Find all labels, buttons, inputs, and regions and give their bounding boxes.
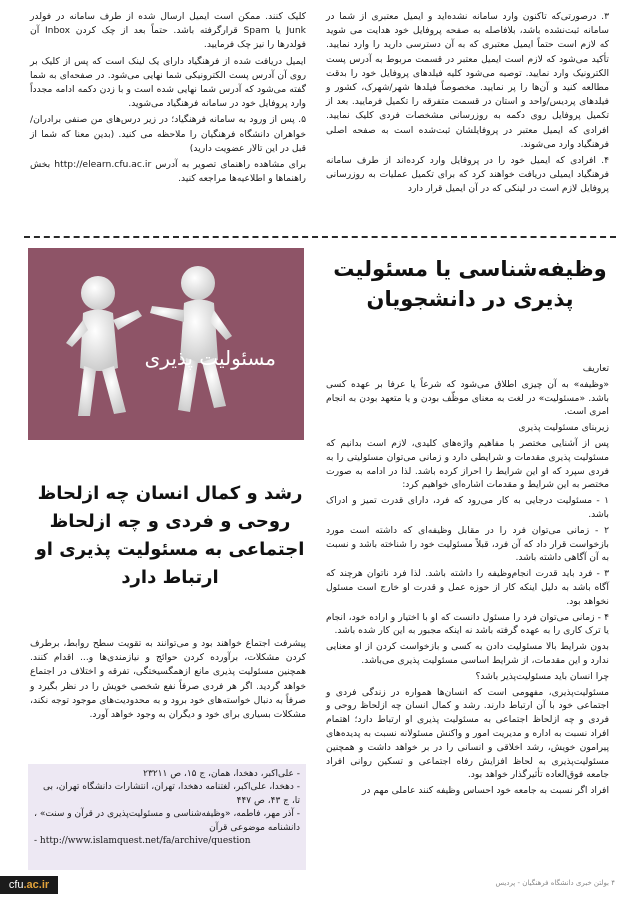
top-left-column <box>30 10 306 188</box>
paragraph: زیربنای مسئولیت پذیری <box>518 422 609 434</box>
paragraph: کلیک کنند. ممکن است ایمیل ارسال شده از طرف سامانه در فولدر Junk یا Spam قرارگرفته باشد. حتماً بعد از چک کردن Inbox آن فولدرها را نیز چک فرمایید. <box>30 11 306 51</box>
paragraph: ۴. افرادی که ایمیل خود را در پروفایل وارد کرده‌اند از طرف سامانه فرهنگیاد ایمیلی دریافت خواهند کرد که برای تکمیل عملیات به روزرسانی پروفایل لازم است در لینکی که در آن ایمیل قرار دارد <box>326 155 609 195</box>
image-caption: مسئولیت پذیری <box>144 346 276 370</box>
article-body-right <box>326 362 609 800</box>
reference-item: - علی‌اکبر، دهخدا، همان، ج ۱۵، ص ۲۳۲۱۱ <box>143 769 300 779</box>
dashed-divider <box>24 236 616 238</box>
paragraph: مسئولیت‌پذیری، مفهومی است که انسان‌ها همواره در زندگی فردی و اجتماعی خود با آن ارتباط دارند. رشد و کمال انسان چه ازلحاظ روحی و فردی و چه ازلحاظ اجتماعی به مسئولیت پذیری او ارتباط دارد؛ اهتمام افراد نسبت به اداره و مدیریت امور و واکنش مسئولانه نسبت به پدیده‌های پیرامون خویش، رشد اخلاقی و انسانی را در بر خواهد داشت و همچنین مسئولیت‌پذیری به لحاظ افزایش رفاه اجتماعی و تسکین روانی افراد جامعه فوق‌العاده تأثیرگذار خواهد بود. <box>326 686 609 781</box>
paragraph: ایمیل دریافت شده از فرهنگیاد دارای یک لینک است که پس از کلیک بر روی آن آدرس پست الکترونیکی شما نهایی می‌شود. در صفحه‌ای به شما گفته می‌شود که آدرس شما نهایی شده است و با زدن دکمه ادامه مجدداً وارد پروفایل خود در سامانه فرهنگیاد می‌شوید. <box>30 55 306 110</box>
page-footer: ۴ بولتن خبری دانشگاه فرهنگیان - پردیس <box>495 879 615 887</box>
article-title: وظیفه‌شناسی یا مسئولیت پذیری در دانشجویان <box>333 257 607 311</box>
paragraph: ۳. درصورتی‌که تاکنون وارد سامانه نشده‌اید و ایمیل معتبری از شما در سامانه ثبت‌نشده باشد، بلافاصله به صفحه پروفایل خود هدایت می شوید که لازم است حتماً ایمیل معتبری که به آن دسترسی دارید را وارد نمایید. تأکید می‌شود که لازم است ایمیل معتبر در قسمت مربوط به آدرس پست الکترونیک وارد نمایید. توصیه می‌شود کلیه فیلدهای پروفایل خود را بدقت مطالعه کنید و آن‌ها را پر نمایید. مخصوصاً فیلدها شهر/شهرک، کشور و فیلدهای پردیس/واحد و استان در قسمت متفرقه را تکمیل فرمایید. بعد از تکمیل پروفایل روی دکمه به روزرسانی مشخصات فردی کلیک نمایید. افرادی که ایمیل معتبر در پروفایلشان ثبت‌شده است به صفحه اصلی فرهنگیاد وارد می‌شوند. <box>326 11 609 150</box>
paragraph: برای مشاهده راهنمای تصویر به آدرس http://elearn.cfu.ac.ir بخش راهنماها و اطلاعیه‌ها مراجعه کنید. <box>30 159 307 185</box>
paragraph: ۳ - فرد باید قدرت انجام‌وظیفه را داشته باشد. لذا فرد ناتوان هرچند که آگاه باشد به دلیل اینکه کار از حوزه عمل و قدرت او خارج است مسئول نخواهد بود. <box>326 568 609 607</box>
paragraph: بدون شرایط بالا مسئولیت دادن به کسی و بازخواست کردن از او معنایی ندارد و این مقدمات، از شرایط اساسی مسئولیت پذیری می‌باشد. <box>326 641 609 666</box>
paragraph: افراد اگر نسبت به جامعه خود احساس وظیفه کنند عاملی مهم در <box>361 785 609 797</box>
article-subtitle: رشد و کمال انسان چه ازلحاظ روحی و فردی و چه ازلحاظ اجتماعی به مسئولیت پذیری او ارتباط دارد <box>35 483 305 588</box>
references-box <box>28 764 306 870</box>
logo-suffix: .ac.ir <box>23 879 50 891</box>
paragraph: ۴ - زمانی می‌توان فرد را مسئول دانست که او با اختیار و اراده خود، انجام یا ترک کاری را به عهده گرفته باشد نه اینکه مجبور به این کار شده باشد. <box>326 611 609 637</box>
paragraph: پیشرفت اجتماع خواهند بود و می‌توانند به تقویت سطح روابط، برطرف کردن مشکلات، برآورده کردن حوائج و نیازمندی‌ها و... اقدام کنند. همچنین مسئولیت پذیری مانع ازهمگسیختگی، تفرقه و اختلاف در اجتماع خواهد گردید. اگر هر فردی صرفاً نفع شخصی خویش را در نظر بگیرد و صرفاً به دنبال خواسته‌های خود برود و به محدودیت‌های موجود توجه نکند، مشکلات بسیاری برای خود و دیگران به وجود خواهد آورد. <box>30 638 306 721</box>
paragraph: چرا انسان باید مسئولیت‌پذیر باشد؟ <box>475 670 609 682</box>
paragraph: پس از آشنایی مختصر با مفاهیم واژه‌های کلیدی، لازم است بدانیم که مسئولیت پذیری مقدمات و شرایطی دارد و زمانی می‌توان مسئولیتی را به فردی سپرد که او این شرایط را احراز کرده باشد. لذا در ادامه به صورت مختصر به این شرایط و مقدمات اشاره‌ای خواهیم کرد: <box>326 437 609 491</box>
paragraph: ۵. پس از ورود به سامانه فرهنگیاد؛ در زیر درس‌های من صنفی برادران/خواهران دانشگاه فرهنگیان را ملاحظه می کنید. (بدین معنا که شما از قبل در این تالار عضویت دارید) <box>30 114 306 154</box>
cfu-logo <box>0 876 58 894</box>
top-right-column <box>326 10 609 199</box>
paragraph: تعاریف <box>582 363 609 374</box>
logo-prefix: cfu <box>8 879 24 891</box>
reference-link[interactable]: - http://www.islamquest.net/fa/archive/question <box>34 836 251 847</box>
article-body-left <box>30 637 306 724</box>
paragraph: «وظیفه» به آن چیزی اطلاق می‌شود که شرعاً یا عرفا بر عهده کسی باشد. «مسئولیت» در لغت به معنای موظّف بودن و یا متعهد بودن به انجام امری است. <box>326 378 609 418</box>
paragraph: ۱ - مسئولیت درجایی به کار می‌رود که فرد، دارای قدرت تمیز و ادراک باشد. <box>326 495 609 520</box>
article-image <box>28 248 304 440</box>
reference-item: - آذر مهر، فاطمه، «وظیفه‌شناسی و مسئولیت‌پذیری در قرآن و سنت» ، دانشنامه موضوعی قرآن <box>34 809 300 833</box>
paragraph: ۲ - زمانی می‌توان فرد را در مقابل وظیفه‌ای که داشته است مورد بازخواست قرار داد که آن فرد، قبلاً مسئولیت خود را شناخته باشد و نسبت به آن آگاهی داشته باشد. <box>326 524 609 564</box>
reference-item: - دهخدا، علی‌اکبر، لغتنامه دهخدا، تهران، انتشارات دانشگاه تهران، بی تا، ج ۴۳، ص ۴۴۷ <box>42 782 300 806</box>
